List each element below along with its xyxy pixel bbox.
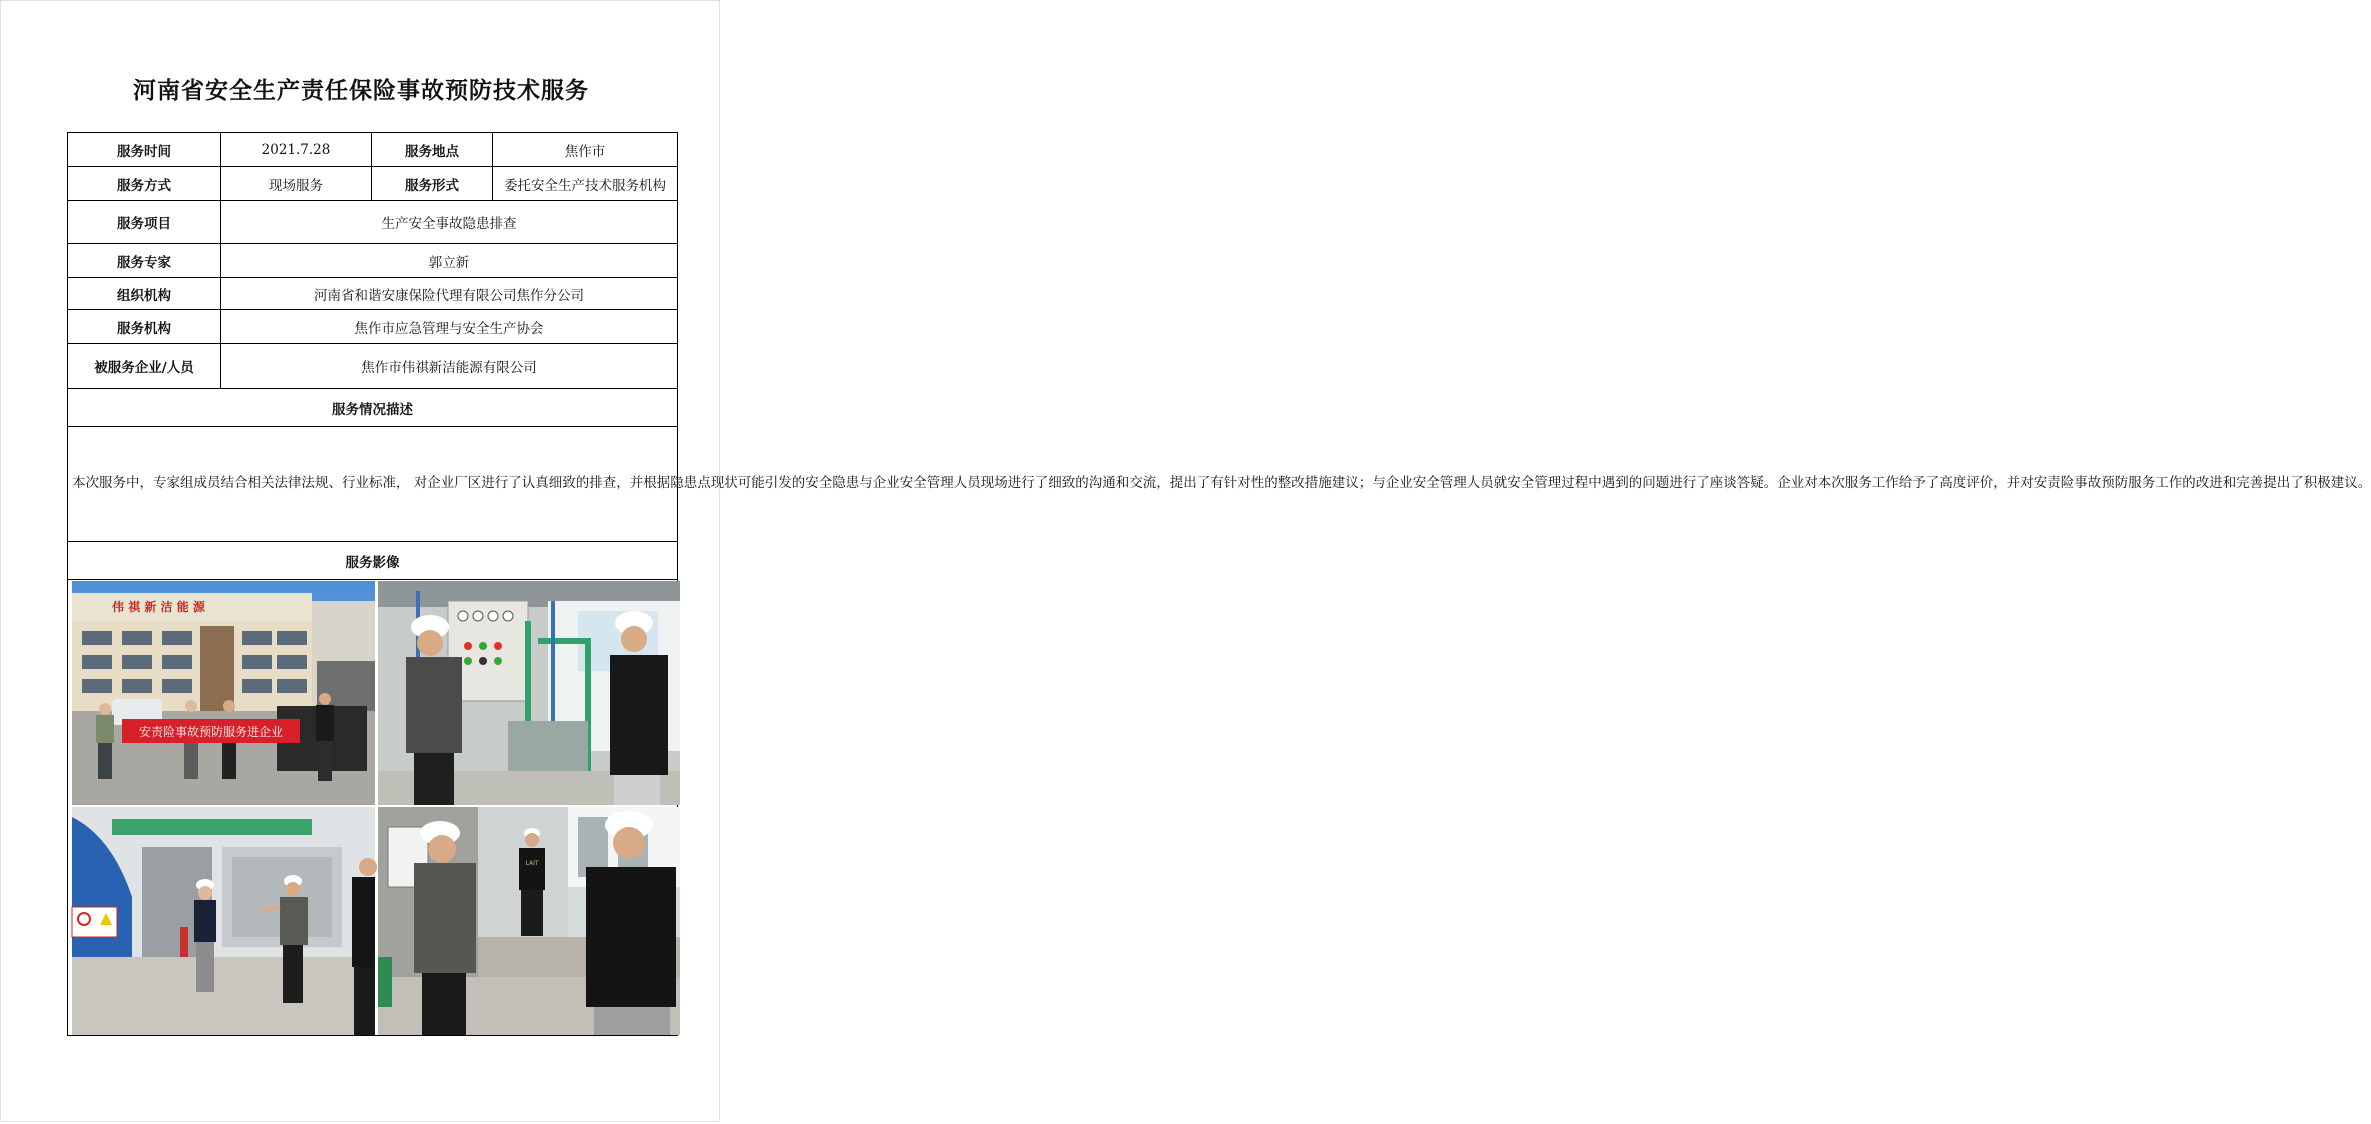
service-record-table <box>67 132 2371 1036</box>
person-right-standing <box>316 693 334 781</box>
row-images <box>68 580 678 1036</box>
service-item-value: 生产安全事故隐患排查 <box>221 201 678 244</box>
document-title: 河南省安全生产责任保险事故预防技术服务 <box>133 78 589 104</box>
service-org-value: 焦作市应急管理与安全生产协会 <box>221 310 678 344</box>
row-service-item <box>68 201 678 244</box>
description-text: 本次服务中，专家组成员结合相关法律法规、行业标准， 对企业厂区进行了认真细致的排查，并根据隐患点现状可能引发的安全隐患与企业安全管理人员现场进行了细致的沟通和交流，提出了有针对性的整改措施建议；与企业安全管理人员就安全管理过程中遇到的问题进行了座谈答疑。企业对本次服务工作给予了高度评价，并对安责险事故预防服务工作的改进和完善提出了积极建议。 <box>68 427 678 542</box>
service-location-value: 焦作市 <box>493 133 678 167</box>
background-shirt-text: LAIT <box>525 859 539 867</box>
service-location-label: 服务地点 <box>372 133 493 167</box>
service-method-value: 现场服务 <box>221 167 372 201</box>
service-time-value: 2021.7.28 <box>221 133 372 167</box>
row-description-header <box>68 389 678 427</box>
service-expert-value: 郭立新 <box>221 244 678 278</box>
person-right-edge <box>352 858 377 1035</box>
service-time-label: 服务时间 <box>68 133 221 167</box>
client-label: 被服务企业/人员 <box>68 344 221 389</box>
organizer-label: 组织机构 <box>68 278 221 310</box>
row-service-org <box>68 310 678 344</box>
factory-sign-text: 伟 祺 新 洁 能 源 <box>112 599 205 614</box>
photo-factory-banner <box>72 581 375 805</box>
service-form-label: 服务形式 <box>372 167 493 201</box>
service-item-label: 服务项目 <box>68 201 221 244</box>
service-form-value: 委托安全生产技术服务机构 <box>493 167 678 201</box>
row-client <box>68 344 678 389</box>
service-expert-label: 服务专家 <box>68 244 221 278</box>
row-time-location <box>68 133 678 167</box>
client-value: 焦作市伟祺新洁能源有限公司 <box>221 344 678 389</box>
service-org-label: 服务机构 <box>68 310 221 344</box>
row-description <box>68 427 678 542</box>
row-organizer <box>68 278 678 310</box>
banner-text: 安责险事故预防服务进企业 <box>138 724 284 739</box>
row-images-header <box>68 542 678 580</box>
service-method-label: 服务方式 <box>68 167 221 201</box>
row-expert <box>68 244 678 278</box>
photo-grid <box>72 581 680 1035</box>
photo-equipment-inspection <box>378 581 680 805</box>
row-method-form <box>68 167 678 201</box>
photo-yard-discussion <box>72 807 375 1035</box>
description-section-label: 服务情况描述 <box>68 389 678 427</box>
photo-outdoor-conversation <box>378 807 680 1035</box>
organizer-value: 河南省和谐安康保险代理有限公司焦作分公司 <box>221 278 678 310</box>
photos-cell <box>68 580 678 1036</box>
images-section-label: 服务影像 <box>68 542 678 580</box>
